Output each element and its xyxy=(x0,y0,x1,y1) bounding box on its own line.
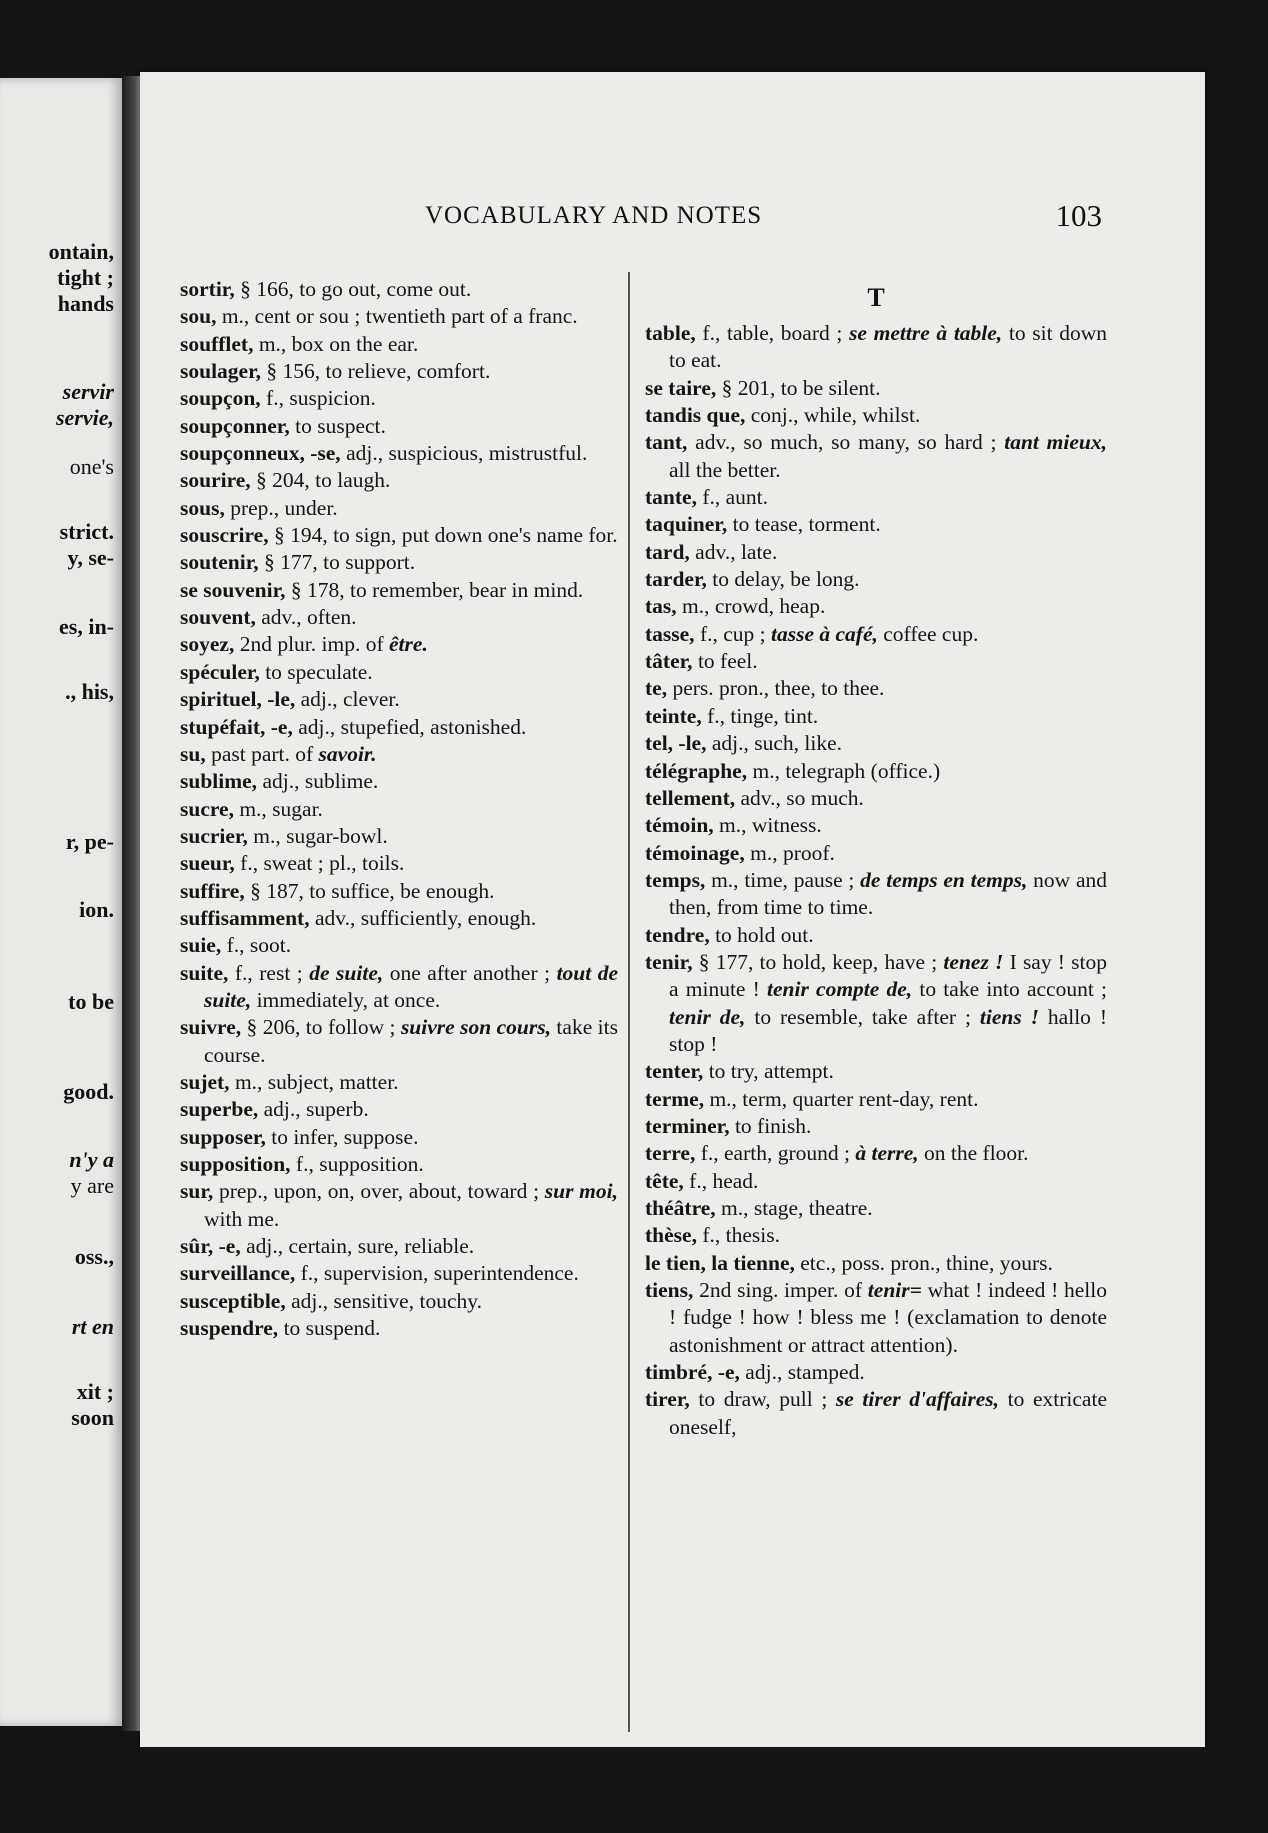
italic-phrase: tenir compte de, xyxy=(767,977,913,1002)
definition-text: § 177, to support. xyxy=(258,550,416,575)
left-page-text: xit ; xyxy=(76,1379,114,1404)
headword: terminer, xyxy=(645,1113,730,1138)
left-column xyxy=(180,276,618,1342)
headword: tiens, xyxy=(645,1278,694,1303)
dictionary-entry xyxy=(645,621,1107,648)
running-head: VOCABULARY AND NOTES xyxy=(425,202,763,229)
definition-text: f., table, board ; xyxy=(695,321,850,345)
definition-text: m., witness. xyxy=(713,813,822,838)
definition-text: f., suspicion. xyxy=(260,386,376,411)
headword: spirituel, -le, xyxy=(180,687,296,712)
headword: table, xyxy=(645,321,696,345)
definition-text: to take into account ; xyxy=(912,977,1107,1002)
dictionary-entry xyxy=(180,385,618,412)
definition-text: to suspect. xyxy=(289,413,386,438)
scan-border xyxy=(140,1747,1268,1833)
dictionary-entry xyxy=(180,467,618,494)
dictionary-entry xyxy=(180,1260,618,1287)
headword: tirer, xyxy=(645,1387,690,1412)
left-page-text: tight ; xyxy=(57,265,114,290)
definition-text: § 156, to relieve, comfort. xyxy=(261,359,491,384)
definition-text: f., supposition. xyxy=(290,1152,424,1176)
definition-text: f., rest ; xyxy=(228,960,310,985)
dictionary-entry xyxy=(645,949,1107,1058)
headword: tasse, xyxy=(645,621,695,646)
dictionary-entry xyxy=(180,1069,618,1096)
dictionary-entry xyxy=(645,1222,1107,1249)
headword: soufflet, xyxy=(180,331,254,356)
definition-text: hallo ! stop ! xyxy=(669,1004,1108,1056)
headword: supposition, xyxy=(180,1152,291,1176)
headword: sublime, xyxy=(180,769,258,794)
headword: te, xyxy=(645,676,668,701)
definition-text: m., time, pause ; xyxy=(705,867,861,892)
dictionary-entry xyxy=(180,686,618,713)
definition-text: what ! indeed ! hello ! fudge ! how ! bless me ! (exclamation to denote astonishment or attract attention). xyxy=(669,1278,1107,1357)
headword: tellement, xyxy=(645,785,736,810)
left-page-text: rt en xyxy=(71,1314,114,1339)
definition-text: m., cent or sou ; twentieth part of a franc. xyxy=(216,304,578,329)
definition-text: m., sugar. xyxy=(233,796,323,821)
dictionary-entry xyxy=(645,812,1107,839)
dictionary-entry xyxy=(645,375,1107,402)
definition-text: adv., so much. xyxy=(735,785,864,810)
headword: soupçon, xyxy=(180,386,261,411)
italic-phrase: tant mieux, xyxy=(1004,430,1107,455)
headword: soupçonneux, -se, xyxy=(180,441,341,466)
definition-text: f., earth, ground ; xyxy=(695,1141,856,1166)
definition-text: adv., often. xyxy=(255,605,357,630)
definition-text: 2nd plur. imp. of xyxy=(234,632,390,657)
definition-text: conj., while, whilst. xyxy=(745,403,921,428)
dictionary-entry xyxy=(180,358,618,385)
dictionary-entry xyxy=(645,648,1107,675)
definition-text: adj., clever. xyxy=(295,687,400,712)
dictionary-entry xyxy=(180,577,618,604)
headword: timbré, -e, xyxy=(645,1360,740,1385)
dictionary-entry xyxy=(645,922,1107,949)
definition-text: adv., so much, so many, so hard ; xyxy=(687,430,1005,455)
definition-text: immediately, at once. xyxy=(251,987,441,1012)
definition-text: prep., under. xyxy=(224,495,338,520)
dictionary-entry xyxy=(645,867,1107,922)
definition-text: to feel. xyxy=(692,649,758,674)
left-page-fragment xyxy=(0,78,122,1726)
dictionary-entry xyxy=(180,495,618,522)
dictionary-entry xyxy=(180,549,618,576)
dictionary-entry xyxy=(180,960,618,1015)
headword: tante, xyxy=(645,485,697,510)
left-page-text: hands xyxy=(57,291,114,316)
headword: tard, xyxy=(645,539,690,564)
definition-text: with me. xyxy=(204,1206,280,1231)
headword: terre, xyxy=(645,1141,696,1166)
headword: spéculer, xyxy=(180,659,260,684)
dictionary-entry xyxy=(180,522,618,549)
dictionary-entry xyxy=(645,1277,1107,1359)
dictionary-entry xyxy=(180,823,618,850)
headword: susceptible, xyxy=(180,1288,286,1313)
dictionary-entry xyxy=(180,850,618,877)
italic-phrase: se tirer d'affaires, xyxy=(835,1387,1000,1412)
dictionary-entry xyxy=(180,1151,618,1178)
dictionary-entry xyxy=(645,320,1107,375)
definition-text: adj., suspicious, mistrustful. xyxy=(340,441,588,466)
dictionary-entry xyxy=(645,566,1107,593)
dictionary-entry xyxy=(645,1086,1107,1113)
column-rule xyxy=(628,272,630,1732)
dictionary-entry xyxy=(645,785,1107,812)
definition-text: § 177, to hold, keep, have ; xyxy=(692,949,944,974)
left-page-text: ontain, xyxy=(48,239,114,264)
definition-text: take its course. xyxy=(204,1015,618,1067)
definition-text: etc., poss. pron., thine, yours. xyxy=(794,1250,1053,1275)
definition-text: adv., sufficiently, enough. xyxy=(309,905,537,930)
dictionary-entry xyxy=(180,932,618,959)
definition-text: to extricate oneself, xyxy=(669,1387,1107,1439)
dictionary-entry xyxy=(645,1113,1107,1140)
headword: soupçonner, xyxy=(180,413,290,438)
headword: se souvenir, xyxy=(180,577,286,602)
left-page-text: r, pe- xyxy=(65,829,114,854)
definition-text: adj., such, like. xyxy=(706,731,843,756)
definition-text: m., term, quarter rent-day, rent. xyxy=(704,1086,979,1111)
section-letter: T xyxy=(867,283,885,312)
definition-text: on the floor. xyxy=(918,1141,1029,1166)
dictionary-entry xyxy=(645,1359,1107,1386)
dictionary-page xyxy=(140,72,1205,1747)
dictionary-entry xyxy=(645,511,1107,538)
italic-phrase: sur moi, xyxy=(544,1179,618,1204)
left-page-text: n'y a xyxy=(69,1147,114,1172)
definition-text: f., tinge, tint. xyxy=(701,703,819,728)
dictionary-entry xyxy=(645,1168,1107,1195)
dictionary-entry xyxy=(645,1140,1107,1167)
left-page-text: oss., xyxy=(74,1244,114,1269)
italic-phrase: tenir= xyxy=(867,1278,922,1303)
left-page-text: servir xyxy=(62,379,114,404)
definition-text: § 206, to follow ; xyxy=(241,1015,401,1040)
dictionary-entry xyxy=(180,1288,618,1315)
italic-phrase: tiens ! xyxy=(979,1004,1039,1029)
headword: suspendre, xyxy=(180,1316,279,1341)
dictionary-entry xyxy=(180,1178,618,1233)
page-number: 103 xyxy=(1055,198,1102,233)
definition-text: adj., stamped. xyxy=(739,1360,865,1385)
italic-phrase: suivre son cours, xyxy=(400,1015,551,1040)
definition-text: f., head. xyxy=(683,1168,759,1193)
definition-text: one after another ; xyxy=(383,960,557,985)
definition-text: to draw, pull ; xyxy=(689,1387,836,1412)
headword: stupéfait, -e, xyxy=(180,714,293,739)
headword: sortir, xyxy=(180,277,235,301)
dictionary-entry xyxy=(180,631,618,658)
dictionary-entry xyxy=(180,1124,618,1151)
definition-text: I say ! stop a minute ! xyxy=(669,949,1108,1002)
italic-phrase: tout de suite, xyxy=(204,960,618,1012)
dictionary-entry xyxy=(645,675,1107,702)
headword: sujet, xyxy=(180,1069,230,1094)
definition-text: to tease, torment. xyxy=(727,512,881,537)
headword: temps, xyxy=(645,867,706,892)
definition-text: to try, attempt. xyxy=(703,1059,834,1084)
definition-text: f., supervision, superintendence. xyxy=(295,1261,579,1286)
dictionary-entry xyxy=(180,331,618,358)
definition-text: m., box on the ear. xyxy=(253,331,419,356)
definition-text: f., thesis. xyxy=(696,1223,780,1248)
headword: se taire, xyxy=(645,375,717,400)
definition-text: prep., upon, on, over, about, toward ; xyxy=(213,1179,545,1204)
headword: suffire, xyxy=(180,878,245,903)
italic-phrase: savoir. xyxy=(318,741,377,766)
left-page-text: servie, xyxy=(55,405,114,430)
definition-text: f., soot. xyxy=(221,933,292,958)
definition-text: to sit down to eat. xyxy=(669,321,1107,373)
headword: suffisamment, xyxy=(180,905,310,930)
headword: témoin, xyxy=(645,813,714,838)
right-column xyxy=(645,276,1107,1441)
italic-phrase: se mettre à table, xyxy=(849,321,1003,345)
headword: sucrier, xyxy=(180,823,248,848)
dictionary-entry xyxy=(180,1014,618,1069)
headword: tant, xyxy=(645,430,688,455)
definition-text: to hold out. xyxy=(709,922,814,947)
definition-text: § 194, to sign, put down one's name for. xyxy=(268,523,618,548)
headword: sûr, -e, xyxy=(180,1234,241,1259)
headword: sur, xyxy=(180,1179,214,1204)
dictionary-entry xyxy=(645,484,1107,511)
definition-text: § 166, to go out, come out. xyxy=(234,277,472,301)
headword: sucre, xyxy=(180,796,234,821)
dictionary-entry xyxy=(645,1250,1107,1277)
left-page-text: ., his, xyxy=(65,679,114,704)
left-page-text: good. xyxy=(63,1079,114,1104)
definition-text: m., stage, theatre. xyxy=(715,1196,873,1220)
definition-text: to infer, suppose. xyxy=(265,1124,419,1149)
italic-phrase: tenez ! xyxy=(943,949,1004,974)
dictionary-entry xyxy=(180,440,618,467)
definition-text: m., telegraph (office.) xyxy=(747,758,941,783)
left-page-text: to be xyxy=(68,989,114,1014)
definition-text: adj., superb. xyxy=(258,1097,369,1122)
definition-text: to speculate. xyxy=(259,659,373,684)
headword: supposer, xyxy=(180,1124,266,1149)
definition-text: § 204, to laugh. xyxy=(250,468,391,493)
headword: le tien, la tienne, xyxy=(645,1250,795,1275)
dictionary-entry xyxy=(180,1096,618,1123)
dictionary-entry xyxy=(645,593,1107,620)
dictionary-entry xyxy=(645,1386,1107,1441)
dictionary-entry xyxy=(180,604,618,631)
definition-text: adj., sublime. xyxy=(257,769,379,794)
headword: sou, xyxy=(180,304,217,329)
definition-text: coffee cup. xyxy=(877,621,979,646)
definition-text: adj., stupefied, astonished. xyxy=(292,714,527,739)
headword: théâtre, xyxy=(645,1196,716,1220)
headword: taquiner, xyxy=(645,512,728,537)
left-page-text: ion. xyxy=(79,897,114,922)
headword: souscrire, xyxy=(180,523,269,548)
headword: souvent, xyxy=(180,605,256,630)
definition-text: m., sugar-bowl. xyxy=(247,823,388,848)
headword: tel, -le, xyxy=(645,731,707,756)
definition-text: adv., late. xyxy=(689,539,778,564)
definition-text: adj., certain, sure, reliable. xyxy=(240,1234,475,1259)
headword: terme, xyxy=(645,1086,705,1111)
dictionary-entry xyxy=(180,741,618,768)
headword: télégraphe, xyxy=(645,758,748,783)
definition-text: all the better. xyxy=(669,457,781,482)
definition-text: m., proof. xyxy=(744,840,835,865)
headword: témoinage, xyxy=(645,840,745,865)
headword: soulager, xyxy=(180,359,262,384)
italic-phrase: de temps en temps, xyxy=(860,867,1028,892)
headword: sous, xyxy=(180,495,225,520)
dictionary-entry xyxy=(645,539,1107,566)
headword: tarder, xyxy=(645,567,707,592)
definition-text: f., sweat ; pl., toils. xyxy=(234,851,405,876)
dictionary-entry xyxy=(180,796,618,823)
headword: soyez, xyxy=(180,632,235,657)
left-page-text: one's xyxy=(69,454,114,479)
dictionary-entry xyxy=(645,1058,1107,1085)
definition-text: past part. of xyxy=(205,741,319,766)
headword: suivre, xyxy=(180,1015,242,1040)
definition-text: now and then, from time to time. xyxy=(669,867,1107,920)
definition-text: to resemble, take after ; xyxy=(745,1004,980,1029)
headword: superbe, xyxy=(180,1097,259,1122)
definition-text: f., aunt. xyxy=(696,485,769,510)
italic-phrase: tasse à café, xyxy=(771,621,878,646)
headword: sueur, xyxy=(180,851,235,876)
italic-phrase: tenir de, xyxy=(669,1004,746,1029)
definition-text: m., subject, matter. xyxy=(229,1069,399,1094)
headword: teinte, xyxy=(645,703,702,728)
dictionary-entry xyxy=(180,878,618,905)
definition-text: § 201, to be silent. xyxy=(716,375,881,400)
dictionary-entry xyxy=(180,413,618,440)
italic-phrase: à terre, xyxy=(855,1141,919,1166)
headword: tandis que, xyxy=(645,403,746,428)
dictionary-entry xyxy=(645,758,1107,785)
italic-phrase: être. xyxy=(389,632,428,657)
dictionary-entry xyxy=(645,402,1107,429)
headword: tendre, xyxy=(645,922,710,947)
dictionary-entry xyxy=(180,768,618,795)
headword: suite, xyxy=(180,960,229,985)
dictionary-entry xyxy=(180,303,618,330)
headword: surveillance, xyxy=(180,1261,296,1286)
dictionary-entry xyxy=(180,714,618,741)
definition-text: to finish. xyxy=(729,1113,812,1138)
left-page-text: es, in- xyxy=(59,614,114,639)
headword: tenter, xyxy=(645,1059,704,1084)
left-page-text: y, se- xyxy=(67,545,114,570)
definition-text: to suspend. xyxy=(278,1316,381,1341)
headword: tas, xyxy=(645,594,677,619)
definition-text: f., cup ; xyxy=(694,621,771,646)
dictionary-entry xyxy=(180,905,618,932)
definition-text: 2nd sing. imper. of xyxy=(693,1278,868,1303)
headword: soutenir, xyxy=(180,550,259,575)
dictionary-entry xyxy=(645,429,1107,484)
dictionary-entry xyxy=(645,840,1107,867)
headword: tâter, xyxy=(645,649,693,674)
headword: tenir, xyxy=(645,949,693,974)
left-page-text: strict. xyxy=(59,519,114,544)
definition-text: § 178, to remember, bear in mind. xyxy=(285,577,584,602)
dictionary-entry xyxy=(645,1195,1107,1222)
headword: tête, xyxy=(645,1168,684,1193)
headword: suie, xyxy=(180,933,222,958)
dictionary-entry xyxy=(180,1233,618,1260)
dictionary-entry xyxy=(180,659,618,686)
dictionary-entry xyxy=(645,730,1107,757)
left-page-text: soon xyxy=(71,1405,114,1430)
definition-text: adj., sensitive, touchy. xyxy=(285,1288,482,1313)
dictionary-entry xyxy=(180,276,618,303)
definition-text: to delay, be long. xyxy=(706,567,860,592)
dictionary-entry xyxy=(645,703,1107,730)
definition-text: § 187, to suffice, be enough. xyxy=(244,878,495,903)
headword: sourire, xyxy=(180,468,251,493)
definition-text: pers. pron., thee, to thee. xyxy=(667,676,885,701)
headword: thèse, xyxy=(645,1223,697,1248)
dictionary-entry xyxy=(180,1315,618,1342)
headword: su, xyxy=(180,741,206,766)
italic-phrase: de suite, xyxy=(309,960,384,985)
definition-text: m., crowd, heap. xyxy=(676,594,826,619)
left-page-text: y are xyxy=(70,1173,114,1198)
